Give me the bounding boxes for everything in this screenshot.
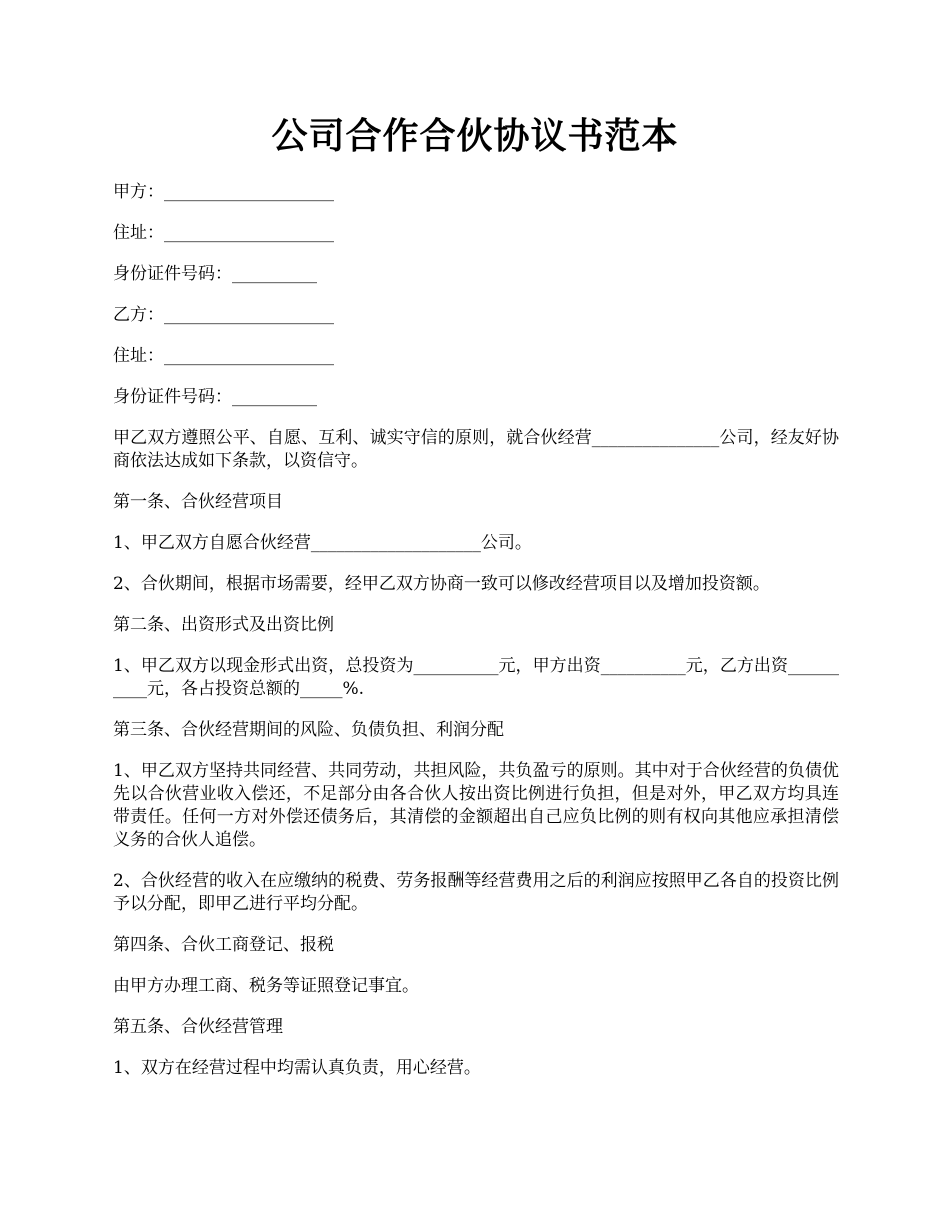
party-b-field: 乙方：____________________ bbox=[113, 305, 334, 325]
party-a-field: 甲方：____________________ bbox=[113, 182, 334, 202]
article-3-clause-1: 1、甲乙双方坚持共同经营、共同劳动，共担风险，共负盈亏的原则。其中对于合伙经营的负债优先以合伙营业收入偿还，不足部分由各合伙人按出资比例进行负担，但是对外，甲乙双方均具连带责任。任何一方对外偿还债务后，其清偿的金额超出自己应负比例的则有权向其他应承担清偿义务的合伙人追偿。 bbox=[113, 761, 839, 850]
article-3-heading: 第三条、合伙经营期间的风险、负债负担、利润分配 bbox=[113, 720, 504, 740]
article-5-clause-1: 1、双方在经营过程中均需认真负责，用心经营。 bbox=[113, 1058, 481, 1078]
article-4-heading: 第四条、合伙工商登记、报税 bbox=[113, 935, 334, 955]
article-1-clause-1: 1、甲乙双方自愿合伙经营____________________公司。 bbox=[113, 533, 532, 553]
article-5-heading: 第五条、合伙经营管理 bbox=[113, 1017, 283, 1037]
preamble-paragraph: 甲乙双方遵照公平、自愿、互利、诚实守信的原则，就合伙经营_______________公司，经友好协商依法达成如下条款，以资信守。 bbox=[113, 428, 839, 471]
article-1-heading: 第一条、合伙经营项目 bbox=[113, 492, 283, 512]
party-b-address-field: 住址：____________________ bbox=[113, 346, 334, 366]
article-2-clause-1: 1、甲乙双方以现金形式出资，总投资为__________元，甲方出资__________元，乙方出资__________元，各占投资总额的_____%. bbox=[113, 656, 839, 699]
document-title: 公司合作合伙协议书范本 bbox=[271, 115, 679, 157]
article-4-clause: 由甲方办理工商、税务等证照登记事宜。 bbox=[113, 976, 419, 996]
article-3-clause-2: 2、合伙经营的收入在应缴纳的税费、劳务报酬等经营费用之后的利润应按照甲乙各自的投资比例予以分配，即甲乙进行平均分配。 bbox=[113, 871, 839, 914]
party-a-address-field: 住址：____________________ bbox=[113, 223, 334, 243]
article-1-clause-2: 2、合伙期间，根据市场需要，经甲乙双方协商一致可以修改经营项目以及增加投资额。 bbox=[113, 574, 770, 594]
article-2-heading: 第二条、出资形式及出资比例 bbox=[113, 615, 334, 635]
party-a-id-number-field: 身份证件号码：__________ bbox=[113, 264, 317, 284]
party-b-id-number-field: 身份证件号码：__________ bbox=[113, 387, 317, 407]
document-body bbox=[113, 181, 839, 1098]
